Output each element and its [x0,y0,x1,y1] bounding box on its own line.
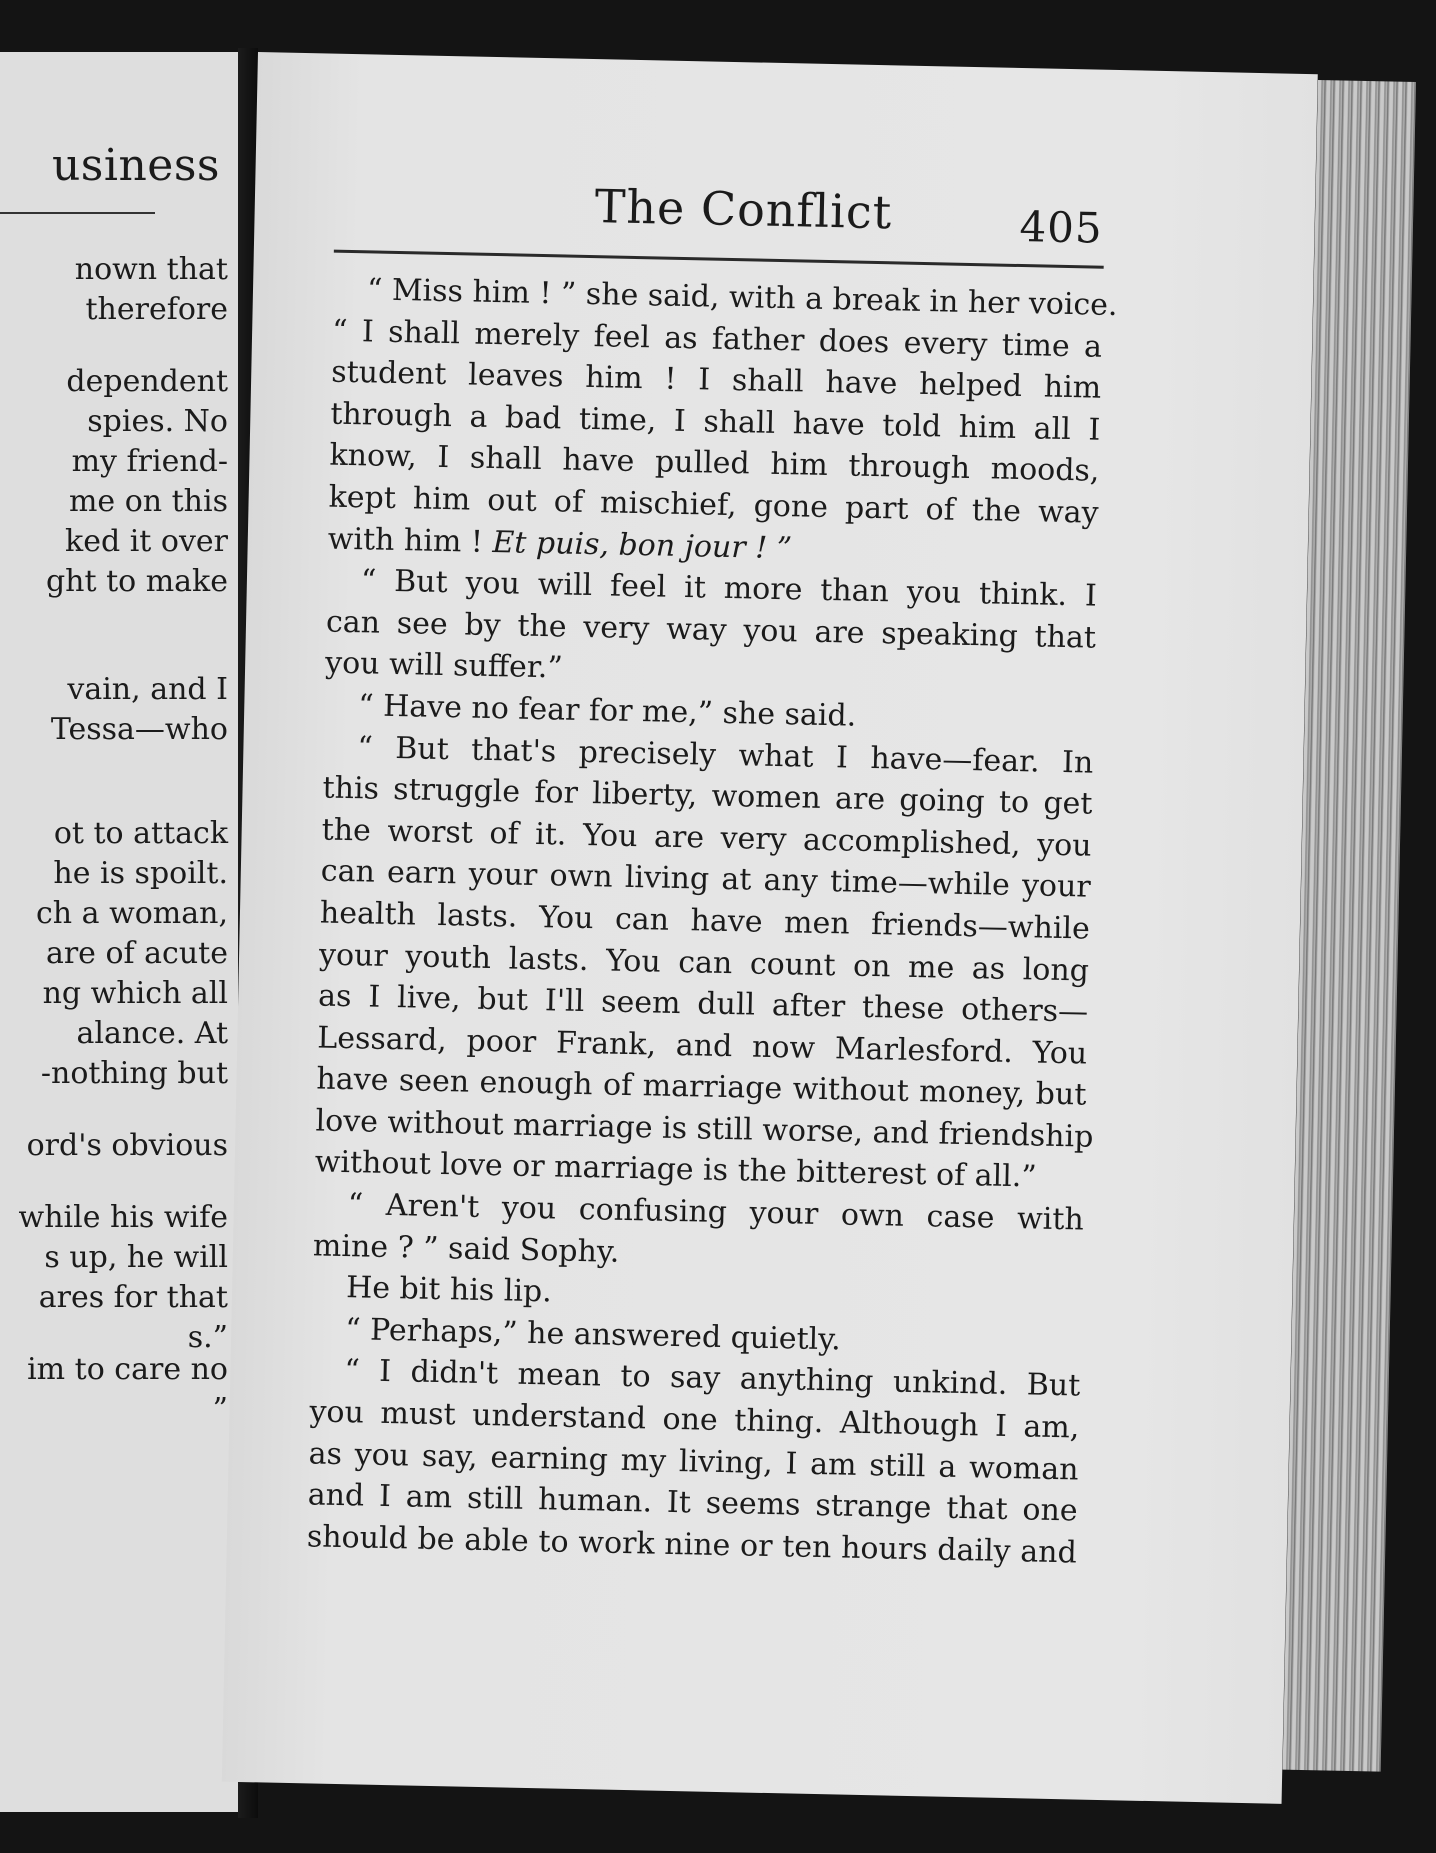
header-rule [334,250,1104,269]
text-line-content: as I live, but I'll seem dull after these others— [317,978,1089,1030]
text-line-content: you will suffer.” [324,645,564,686]
text-line-content: can see by the very way you are speaking that [325,604,1097,656]
text-line-content: with him ! [327,521,493,560]
page-number: 405 [1018,201,1104,253]
text-line-content: “ Aren't you confusing your own case with [347,1187,1085,1238]
facing-page-line: while his wife [18,1200,228,1235]
text-line-content: you must understand one thing. Although I am, [309,1394,1080,1446]
facing-page-line: vain, and I [67,672,228,707]
facing-page-rule [0,212,155,214]
text-line-content: should be able to work nine or ten hours daily and [306,1519,1078,1571]
text-line-content: “ But that's precisely what I have—fear. In [357,729,1094,781]
facing-page-running-head: usiness [51,140,220,191]
text-line-content: this struggle for liberty, women are going to get [322,770,1093,822]
facing-page-line: therefore [85,292,228,327]
text-line-content: through a bad time, I shall have told him all I [330,396,1101,448]
text-line-content: have seen enough of marriage without money, but [316,1061,1087,1113]
facing-page-line: alance. At [76,1016,228,1051]
facing-page [0,52,238,1812]
text-line-content: and I am still human. It seems strange that one [307,1477,1078,1529]
text-line-content: health lasts. You can have men friends—while [319,895,1091,947]
text-line-content: “ Have no fear for me,” she said. [357,688,857,734]
text-line-content: Lessard, poor Frank, and now Marlesford. You [317,1020,1088,1072]
facing-page-line: s up, he will [44,1240,228,1275]
text-line-content: “ Miss him ! ” she said, with a break in her voice. [366,272,1118,324]
facing-page-line: Tessa—who [50,712,228,747]
running-head: The Conflict [594,179,893,240]
text-line-content: your youth lasts. You can count on me as long [318,936,1090,989]
facing-page-line: -nothing but [40,1056,228,1091]
facing-page-line: dependent [66,364,228,399]
facing-page-line: ord's obvious [26,1128,228,1163]
text-line-content: “ Perhaps,” he answered quietly. [344,1311,842,1358]
facing-page-line: are of acute [45,936,228,971]
facing-page-line: ot to attack [53,816,228,851]
facing-page-line: he is spoilt. [53,856,228,891]
text-line-content: “ I shall merely feel as father does every time a [331,313,1103,365]
text-line-content: without love or marriage is the bitterest of all.” [314,1144,1038,1196]
text-line-content: as you say, earning my living, I am still a woman [308,1435,1079,1488]
facing-page-line: ch a woman, [35,896,228,931]
body-text [306,269,1118,1574]
facing-page-line: ght to make [45,564,228,599]
facing-page-line: ” [212,1392,228,1427]
facing-page-line: s.” [187,1320,228,1355]
facing-page-line: im to care no [27,1352,228,1387]
text-line-content: student leaves him ! I shall have helped him [330,354,1102,406]
facing-page-line: ares for that [38,1280,228,1315]
text-line-content: He bit his lip. [345,1270,553,1310]
text-line-content: love without marriage is still worse, and friendship [315,1103,1094,1155]
italic-phrase: Et puis, bon jour ! ” [492,524,793,566]
facing-page-line: spies. No [87,404,228,439]
text-line-content: “ I didn't mean to say anything unkind. But [344,1353,1081,1404]
facing-page-line: nown that [74,252,228,287]
facing-page-line: me on this [68,484,228,519]
text-line-content: “ But you will feel it more than you think. I [360,563,1098,614]
facing-page-line: my friend- [71,444,228,479]
text-line-content: kept him out of mischief, gone part of the way [328,479,1099,531]
book-page [222,52,1318,1804]
facing-page-line: ng which all [42,976,228,1011]
text-line-content: can earn your own living at any time—while your [320,853,1092,905]
facing-page-line: ked it over [65,524,228,559]
text-line-content: mine ? ” said Sophy. [312,1228,620,1270]
text-line-content: know, I shall have pulled him through moods, [329,437,1100,490]
text-line-content: the worst of it. You are very accomplished, you [321,812,1092,864]
